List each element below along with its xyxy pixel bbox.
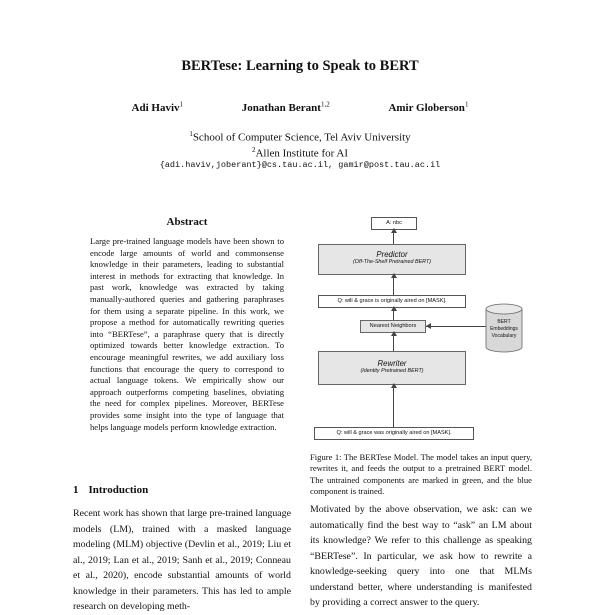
paper-title: BERTese: Learning to Speak to BERT — [181, 58, 419, 74]
arrow-head-icon — [426, 323, 431, 329]
database-label: BERT Embeddings Vocabulary — [490, 319, 518, 339]
predictor-title: Predictor — [376, 250, 408, 259]
rewritten-query-box: Q: will & grace is originally aired on [MASK]. — [318, 295, 466, 308]
answer-box: A: nbc — [371, 217, 417, 230]
author-list — [0, 100, 600, 114]
section-heading-introduction: 1 Introduction — [73, 484, 149, 496]
arrow-head-icon — [391, 331, 397, 336]
author-3: Amir Globerson$^1$ — [388, 100, 469, 114]
arrow-line — [393, 275, 394, 295]
arrow-line — [393, 385, 394, 427]
rewriter-box — [318, 351, 466, 385]
abstract-text: Large pre-trained language models have been shown to encode large amounts of world and commonsense knowledge in their parameters, leading to substantial interest in methods for extracting that knowledge. In past work, knowledge was extracted by taking manually-authored queries and gathering paraphrases for them using a separate pipeline. In this work, we propose a method for automatically rewriting queries into “BERTese”, a paraphrase query that is directly optimized towards better knowledge extraction. To encourage meaningful rewrites, we add auxiliary loss functions that encourage the query to correspond to actual language tokens. We empirically show our approach outperforms competing baselines, obviating the need for complex pipelines. Moreover, BERTese provides some insight into the type of language that helps language models perform knowledge extraction. — [90, 236, 284, 432]
nearest-neighbors-box: Nearest Neighbors — [360, 320, 426, 333]
affiliation-2: $^2$Allen Institute for AI — [251, 146, 349, 160]
rewriter-subtitle: (Identity Pretrained BERT) — [360, 368, 424, 374]
arrow-head-icon — [391, 273, 397, 278]
figure-caption: Figure 1: The BERTese Model. The model takes an input query, rewrites it, and feeds the output to a pretrained BERT model. The untrained components are marked in green, and the blue component is trained. — [310, 452, 532, 497]
arrow-head-icon — [391, 383, 397, 388]
abstract-heading: Abstract — [166, 216, 208, 228]
input-query-box: Q: will & grace was originally aired on [MASK]. — [314, 427, 474, 440]
rewriter-title: Rewriter — [377, 359, 407, 368]
introduction-text: Recent work has shown that large pre-trained language models (LM), trained with a masked language modeling (MLM) objective (Devlin et al., 2019; Liu et al., 2019; Lan et al., 2019; Sanh et al., 2019; Conneau et al., 2020), encode substantial amounts of world knowledge in their parameters. This has led to ample research on developing meth- — [73, 508, 291, 612]
author-2: Jonathan Berant$^{1,2}$ — [241, 100, 330, 114]
predictor-box — [318, 244, 466, 275]
predictor-subtitle: (Off-The-Shelf Pretrained BERT) — [352, 259, 432, 265]
right-column-text: Motivated by the above observation, we ask: can we automatically find the best way to “ask” an LM about its knowledge? We refer to this challenge as speaking “BERTese”. In particular, we ask how to rewrite a knowledge-seeking query into one that MLMs understand better, where understanding is manifested by providing a correct answer to the query. — [310, 504, 532, 608]
arrow-head-icon — [391, 228, 397, 233]
arrow-head-icon — [391, 306, 397, 311]
affiliation-1: $^1$School of Computer Science, Tel Aviv University — [189, 130, 411, 144]
author-1: Adi Haviv$^1$ — [131, 100, 184, 114]
author-emails: {adi.haviv,joberant}@cs.tau.ac.il, gamir@post.tau.ac.il — [159, 160, 441, 170]
